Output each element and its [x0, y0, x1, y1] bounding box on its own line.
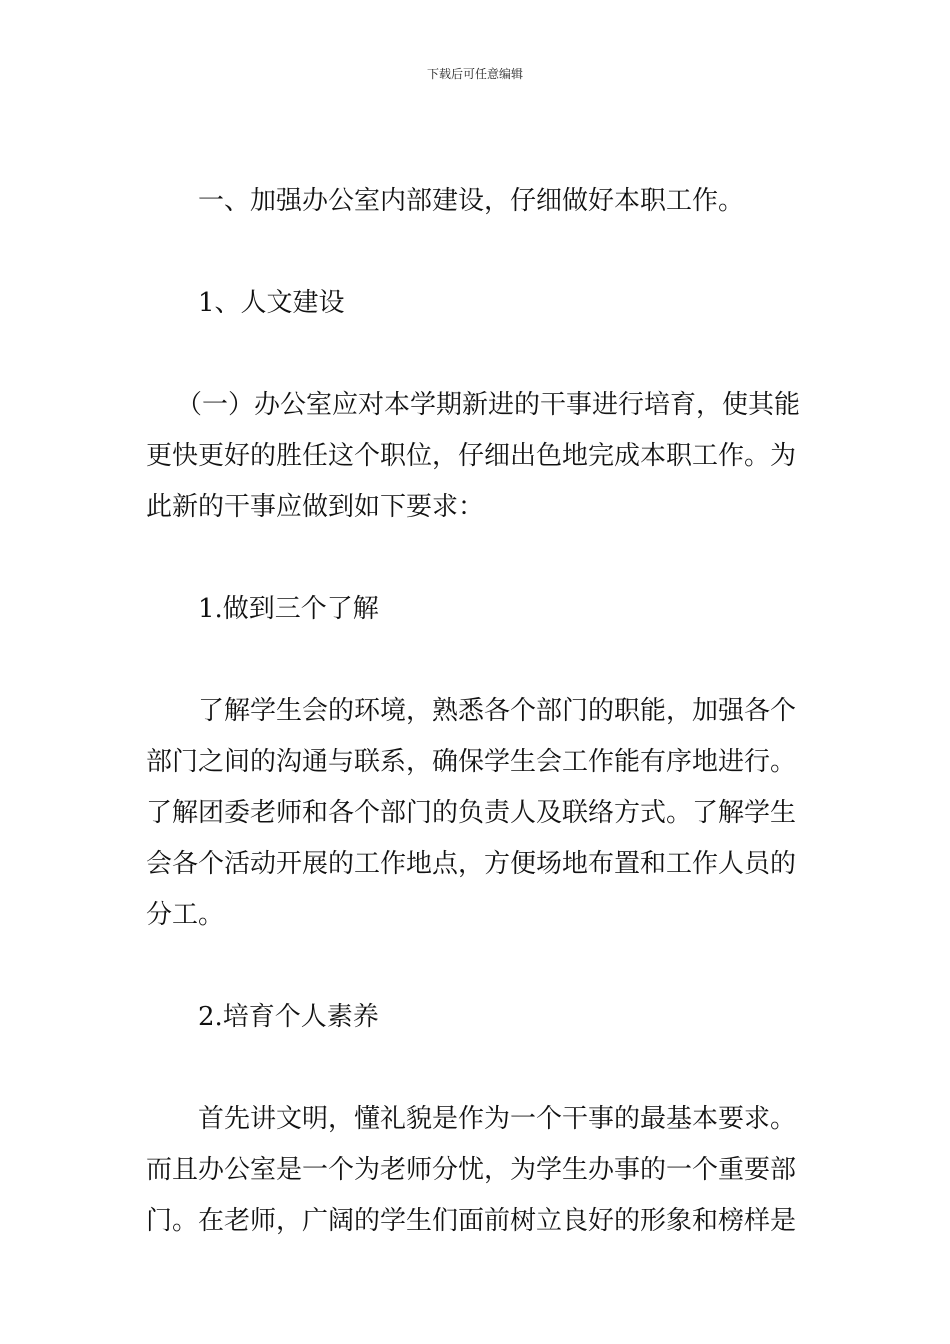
- section-heading: 一、加强办公室内部建设，仔细做好本职工作。: [198, 186, 745, 216]
- paragraph: 首先讲文明，懂礼貌是作为一个干事的最基本要求。而且办公室是一个为老师分忧，为学生办事的一个重要部门。在老师，广阔的学生们面前树立良好的形象和榜样是: [146, 1104, 797, 1236]
- paragraph: （一）办公室应对本学期新进的干事进行培育，使其能更快更好的胜任这个职位，仔细出色地完成本职工作。为此新的干事应做到如下要求：: [146, 390, 801, 522]
- document-body: [146, 176, 806, 1247]
- item-heading: 2.培育个人素养: [198, 1002, 379, 1032]
- paragraph: 了解学生会的环境，熟悉各个部门的职能，加强各个部门之间的沟通与联系，确保学生会工作能有序地进行。了解团委老师和各个部门的负责人及联络方式。了解学生会各个活动开展的工作地点，方便场地布置和工作人员的分工。: [146, 696, 797, 930]
- subsection-heading: 1、人文建设: [198, 288, 345, 318]
- item-heading: 1.做到三个了解: [198, 594, 379, 624]
- page-header: 下载后可任意编辑: [426, 67, 523, 81]
